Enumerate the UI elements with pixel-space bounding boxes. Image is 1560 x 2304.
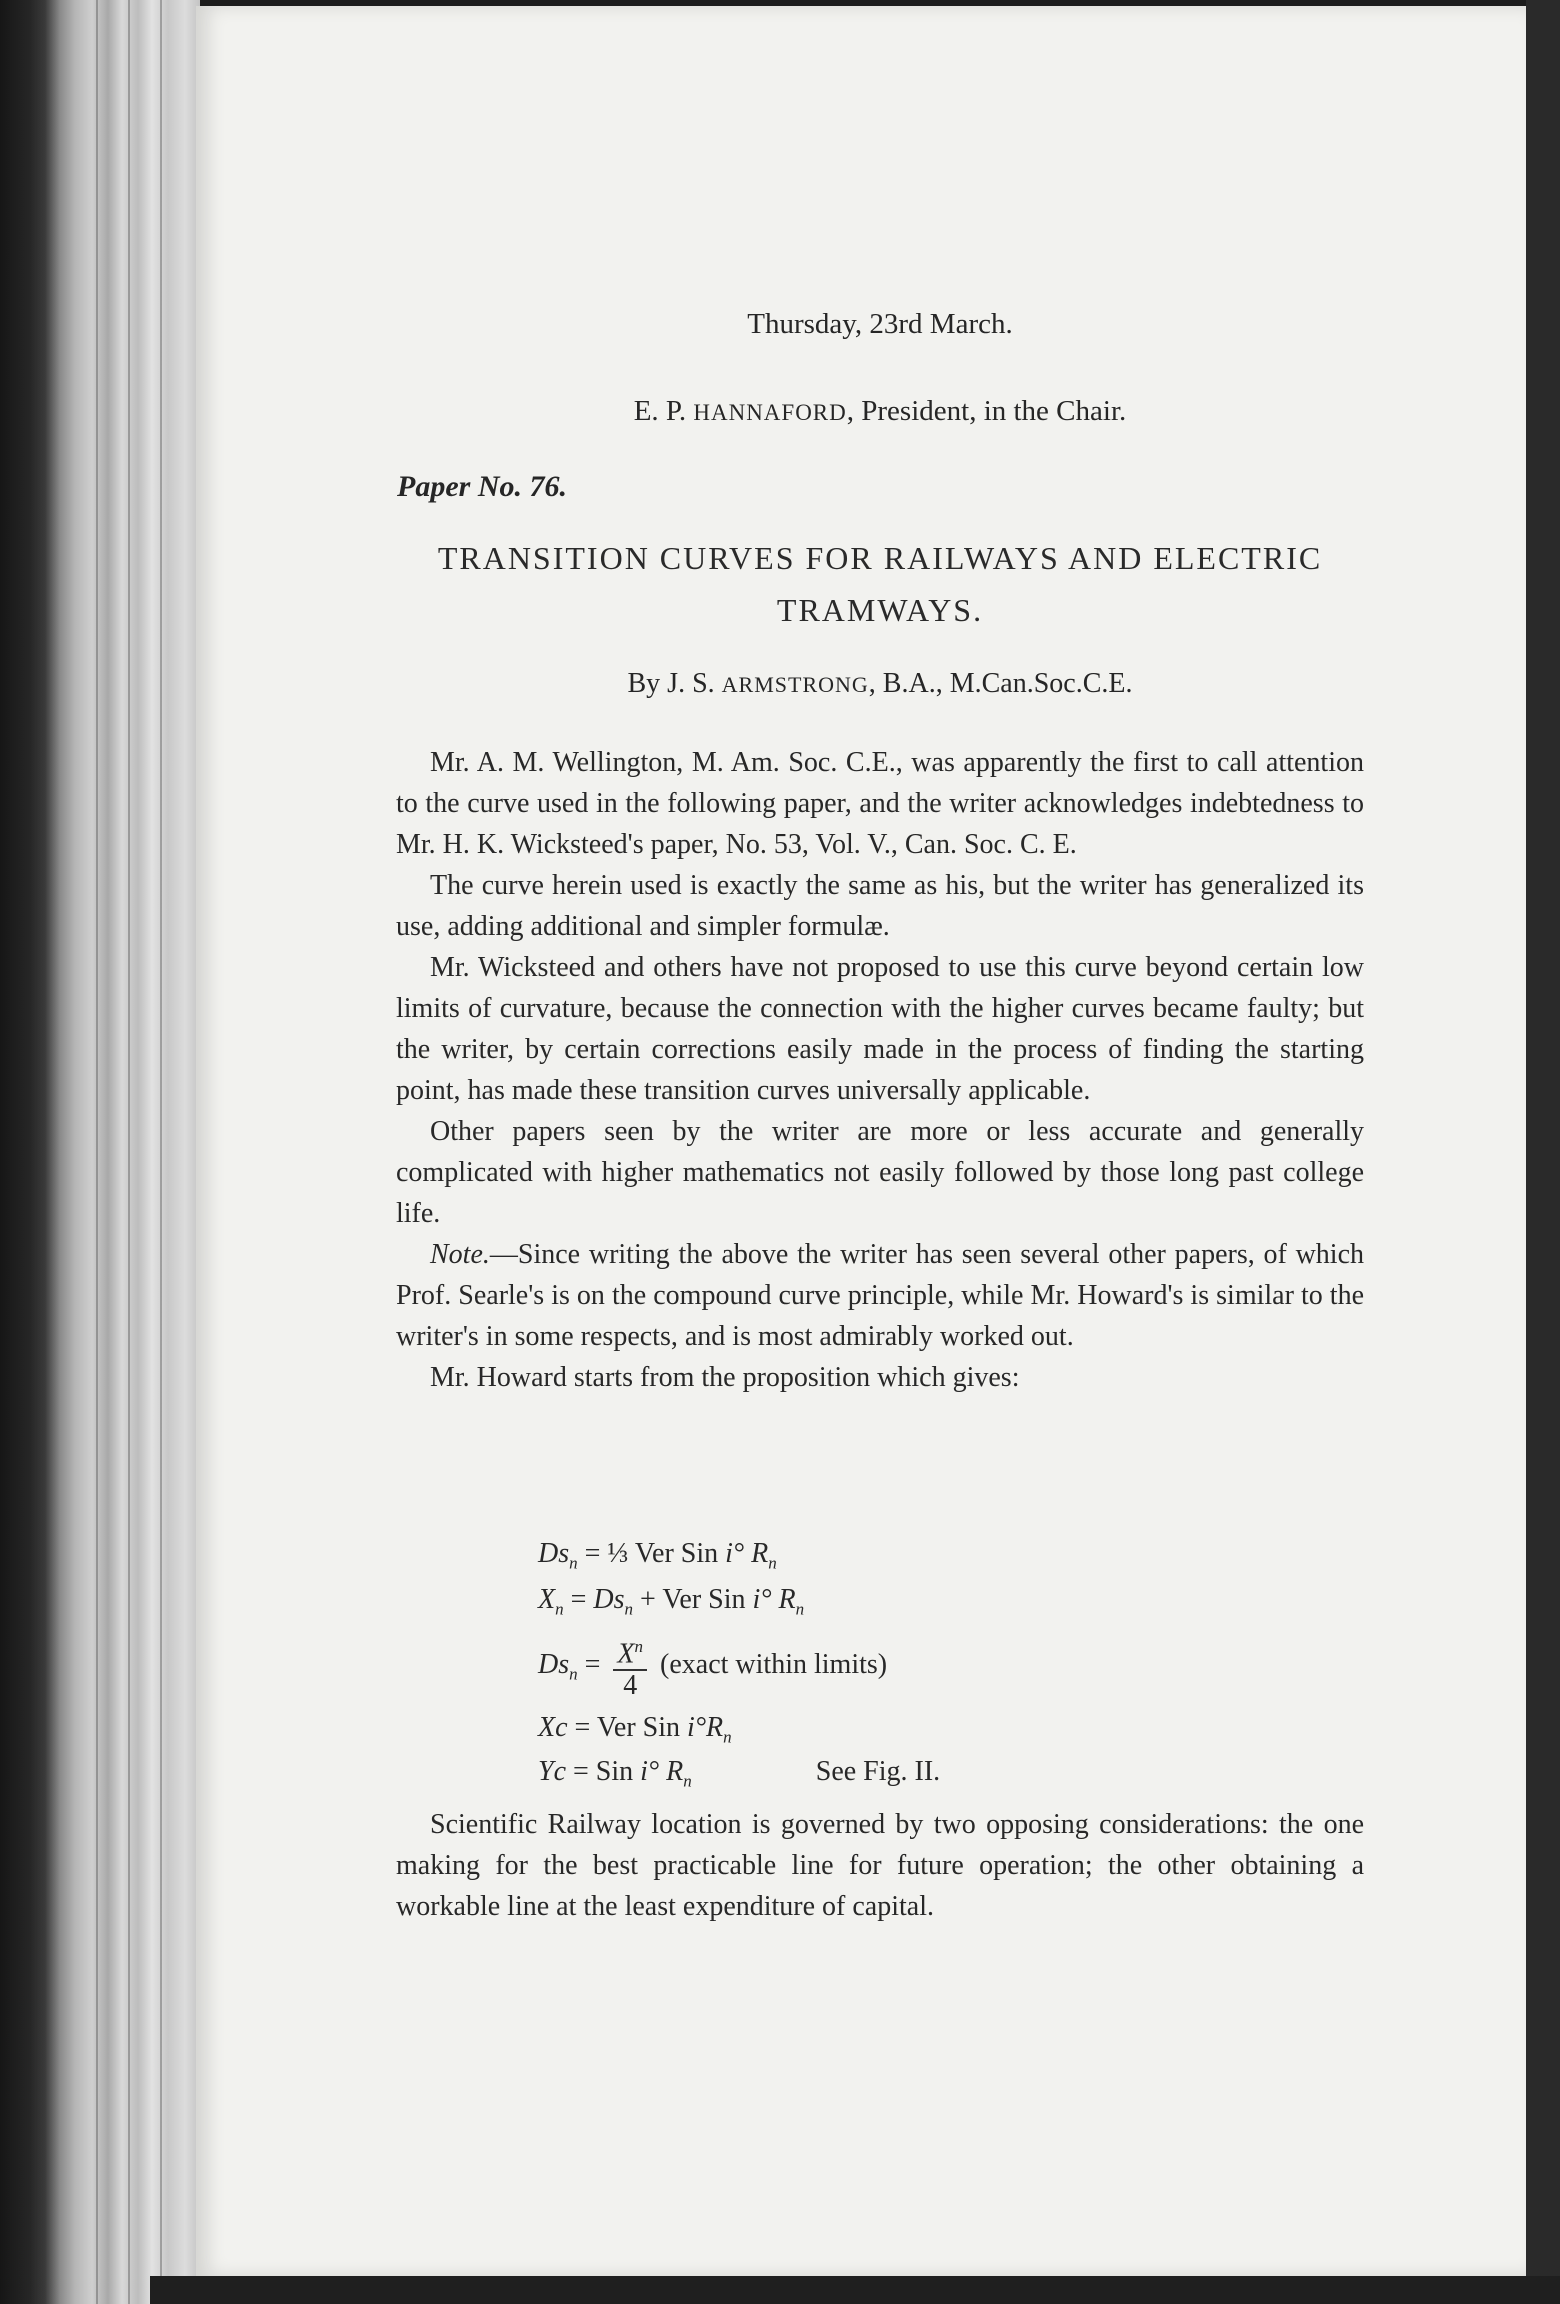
formula-subscript: n xyxy=(723,1727,732,1747)
formula-3 xyxy=(538,1632,887,1701)
howard-intro: Mr. Howard starts from the proposition which gives: xyxy=(430,1362,1020,1393)
note-text: —Since writing the above the writer has seen several other papers, of which Prof. Searle's is on the compound curve principle, while Mr. Howard's is similar to the writer's in some respects, and is most admirably worked out. xyxy=(396,1239,1364,1352)
paragraph: The curve herein used is exactly the same as his, but the writer has generalized its use, adding additional and simpler formulæ. xyxy=(396,870,1364,942)
formula-text: = Sin xyxy=(573,1756,641,1787)
formula-symbol: Ds xyxy=(593,1584,625,1615)
chair-line xyxy=(440,395,1320,428)
formula-symbol: i°R xyxy=(687,1712,724,1743)
paragraph: Other papers seen by the writer are more or less accurate and generally complicated with higher mathematics not easily followed by those long past college life. xyxy=(396,1116,1364,1229)
formula-text: = Ver Sin xyxy=(574,1712,688,1743)
formula-symbol: i° xyxy=(725,1538,745,1569)
page-edge xyxy=(96,0,98,2304)
scan-border-right xyxy=(1526,0,1560,2304)
page-edge xyxy=(160,0,162,2304)
book-binding xyxy=(0,0,200,2304)
byline-prefix: By J. S. xyxy=(627,668,722,699)
fraction-denominator: 4 xyxy=(623,1670,638,1702)
formula-note: (exact within limits) xyxy=(660,1649,888,1681)
formula-fraction xyxy=(613,1632,647,1701)
formula-1 xyxy=(538,1538,777,1574)
formula-superscript: n xyxy=(634,1637,644,1656)
formula-2 xyxy=(538,1584,804,1620)
formula-symbol: Xc xyxy=(538,1712,568,1743)
figure-reference: See Fig. II. xyxy=(815,1756,941,1787)
formula-5 xyxy=(538,1756,940,1792)
paragraph: Mr. A. M. Wellington, M. Am. Soc. C.E., was apparently the first to call attention to the curve used in the following paper, and the writer acknowledges indebtedness to Mr. H. K. Wicksteed's paper, No. 53, Vol. V., Can. Soc. C. E. xyxy=(396,747,1364,860)
formula-symbol: X xyxy=(617,1638,635,1670)
formula-text: = xyxy=(570,1584,594,1615)
formula-text: = ⅓ Ver Sin xyxy=(584,1538,726,1569)
formula-4 xyxy=(538,1712,732,1748)
chair-name: HANNAFORD xyxy=(693,400,847,425)
formula-subscript: n xyxy=(555,1599,564,1619)
formula-subscript: n xyxy=(624,1599,634,1619)
note-label: Note. xyxy=(430,1239,490,1270)
formula-symbol: Ds xyxy=(538,1649,570,1681)
chair-rest: , President, in the Chair. xyxy=(846,395,1127,427)
formula-subscript: n xyxy=(569,1664,578,1684)
scan-border-bottom xyxy=(150,2276,1560,2304)
formula-subscript: n xyxy=(683,1771,692,1791)
article-title-line1: TRANSITION CURVES FOR RAILWAYS AND ELECTRIC xyxy=(437,540,1323,576)
fraction-numerator xyxy=(613,1632,647,1671)
closing-paragraph: Scientific Railway location is governed by two opposing considerations: the one making for the best practicable line for future operation; the other obtaining a workable line at the least expenditure of capital. xyxy=(396,1809,1364,1922)
body-paragraphs xyxy=(396,742,1364,1398)
formula-subscript: n xyxy=(795,1599,805,1619)
paper-number: Paper No. 76. xyxy=(397,470,567,503)
chair-initials: E. P. xyxy=(633,395,694,427)
formula-symbol: X xyxy=(538,1584,556,1615)
byline-suffix: , B.A., M.Can.Soc.C.E. xyxy=(868,668,1133,699)
author-name: ARMSTRONG xyxy=(721,672,869,697)
byline xyxy=(440,668,1320,700)
formula-symbol: Yc xyxy=(538,1756,566,1787)
formula-symbol: R xyxy=(751,1538,769,1569)
formula-symbol: Ds xyxy=(538,1538,570,1569)
article-title-line2: TRAMWAYS. xyxy=(776,592,984,628)
formula-subscript: n xyxy=(768,1553,777,1573)
formula-symbol: R xyxy=(778,1584,796,1615)
note-paragraph xyxy=(396,1234,1364,1357)
formula-text: + Ver Sin xyxy=(633,1584,753,1615)
paragraph: Mr. Wicksteed and others have not proposed to use this curve beyond certain low limits of curvature, because the connection with the higher curves became faulty; but the writer, by certain corrections easily made in the process of finding the starting point, has made these transition curves universally applicable. xyxy=(396,952,1364,1106)
meeting-date: Thursday, 23rd March. xyxy=(747,308,1013,340)
formula-symbol: i° xyxy=(752,1584,772,1615)
formula-subscript: n xyxy=(569,1553,578,1573)
formula-symbol: i° R xyxy=(640,1756,684,1787)
page-edge xyxy=(128,0,130,2304)
closing-paragraph-block xyxy=(396,1804,1364,1927)
formula-text: = xyxy=(584,1649,601,1681)
